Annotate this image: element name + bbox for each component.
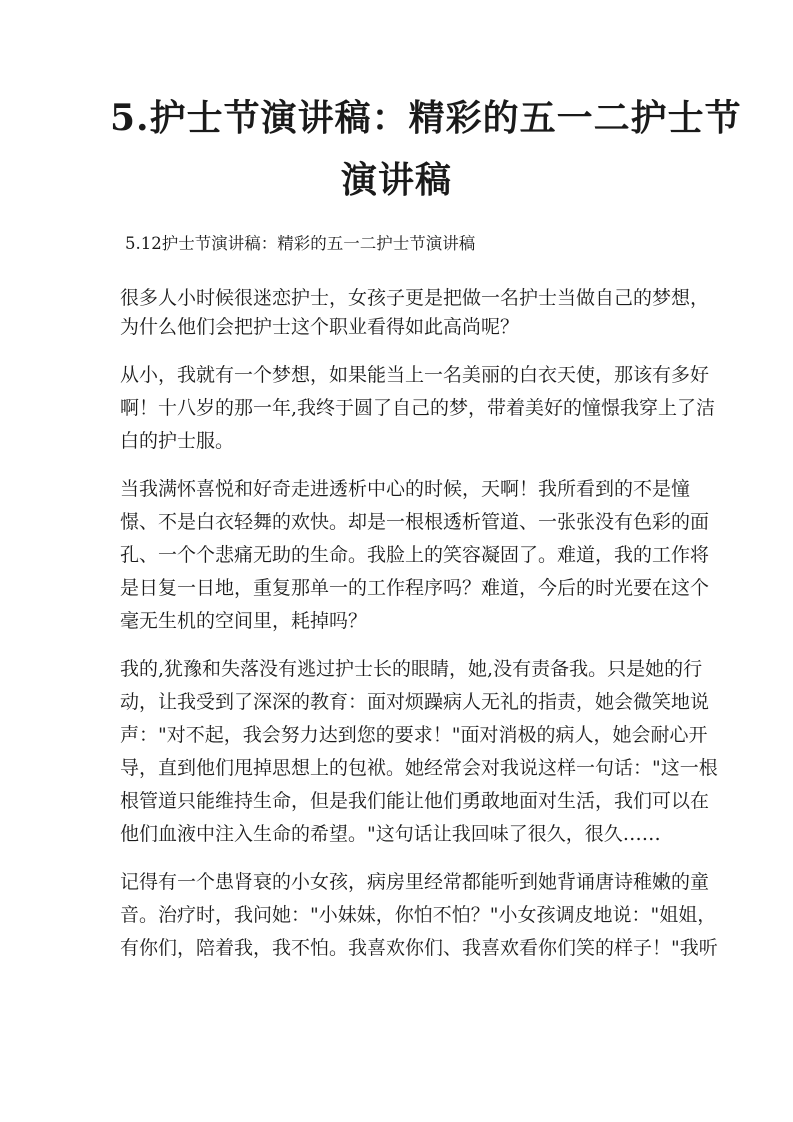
body-text-line: 为什么他们会把护士这个职业看得如此高尚呢？ — [120, 316, 520, 338]
body-text-line: 根管道只能维持生命，但是我们能让他们勇敢地面对生活，我们可以在 — [120, 790, 710, 812]
body-text-line: 从小，我就有一个梦想，如果能当上一名美丽的白衣天使，那该有多好 — [120, 364, 710, 386]
body-text-line: 动，让我受到了深深的教育：面对烦躁病人无礼的指责，她会微笑地说 — [120, 691, 710, 713]
body-text-line: 声："对不起，我会努力达到您的要求！"面对消极的病人，她会耐心开 — [120, 724, 708, 746]
body-text-line: 白的护士服。 — [120, 430, 235, 452]
body-text-line: 他们血液中注入生命的希望。"这句话让我回味了很久，很久…… — [120, 823, 661, 845]
body-text-line: 我的,犹豫和失落没有逃过护士长的眼睛，她,没有责备我。只是她的行 — [120, 658, 703, 680]
body-text-line: 憬、不是白衣轻舞的欢快。却是一根根透析管道、一张张没有色彩的面 — [120, 511, 710, 533]
body-text-line: 有你们，陪着我，我不怕。我喜欢你们、我喜欢看你们笑的样子！"我听 — [120, 937, 718, 959]
body-text-line: 毫无生机的空间里，耗掉吗？ — [120, 610, 368, 632]
document-subtitle: 5.12护士节演讲稿：精彩的五一二护士节演讲稿 — [125, 234, 476, 253]
body-text-line: 是日复一日地，重复那单一的工作程序吗？难道，今后的时光要在这个 — [120, 577, 710, 599]
body-text-line: 孔、一个个悲痛无助的生命。我脸上的笑容凝固了。难道，我的工作将 — [120, 544, 710, 566]
body-text-line: 啊！十八岁的那一年,我终于圆了自己的梦，带着美好的憧憬我穿上了洁 — [120, 397, 716, 419]
body-text-line: 很多人小时候很迷恋护士，女孩子更是把做一名护士当做自己的梦想， — [120, 287, 710, 309]
document-title-line-1: 5.护士节演讲稿：精彩的五一二护士节 — [110, 97, 742, 139]
body-text-line: 当我满怀喜悦和好奇走进透析中心的时候，天啊！我所看到的不是憧 — [120, 478, 691, 500]
document-title-line-2: 演讲稿 — [340, 159, 452, 201]
body-text-line: 音。治疗时，我问她："小妹妹，你怕不怕？"小女孩调皮地说："姐姐， — [120, 904, 717, 926]
body-text-line: 导，直到他们甩掉思想上的包袱。她经常会对我说这样一句话："这一根 — [120, 757, 718, 779]
body-text-line: 记得有一个患肾衰的小女孩，病房里经常都能听到她背诵唐诗稚嫩的童 — [120, 871, 710, 893]
